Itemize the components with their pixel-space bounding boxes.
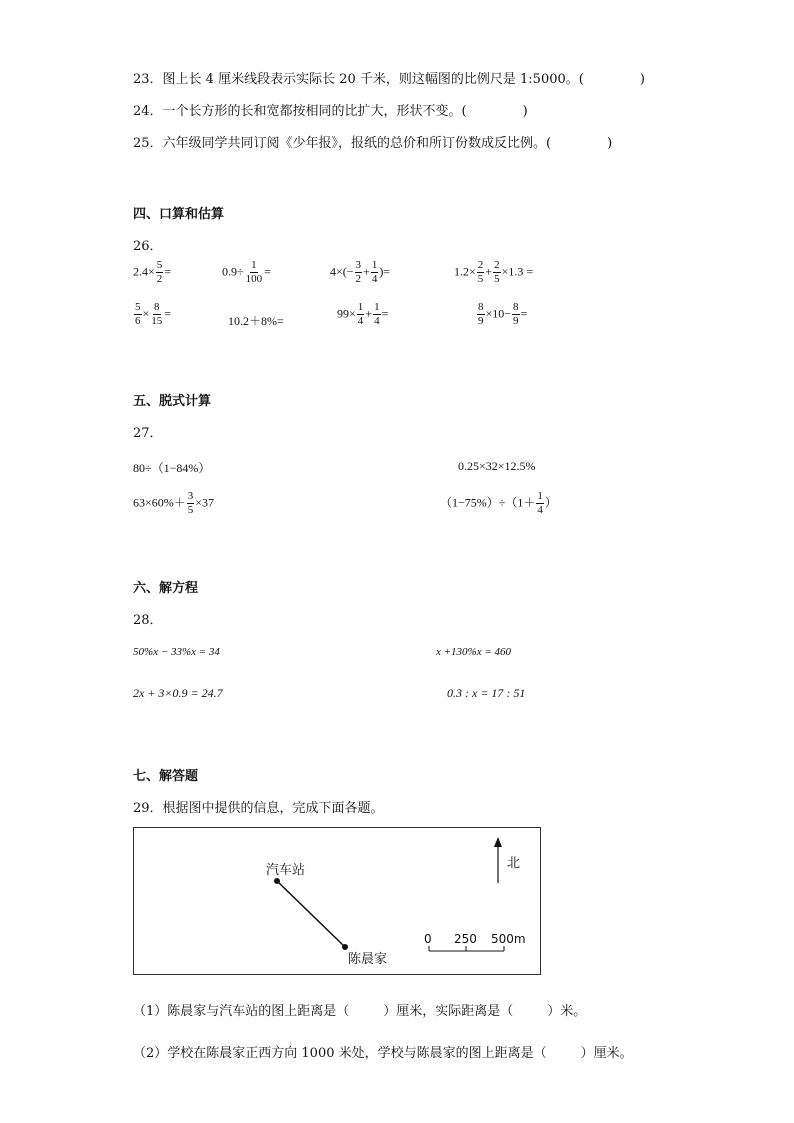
equation-28-1: 50%x − 33%x = 34 — [133, 646, 220, 658]
fraction: $\frac{2}{5}$ — [477, 259, 484, 285]
paren-close: ) — [522, 104, 528, 119]
fraction: $\frac{1}{4}$ — [371, 259, 378, 285]
calc-27-1: 80÷（1−84%） — [133, 461, 211, 475]
section-7-title: 七、解答题 — [133, 769, 199, 784]
fraction: $\frac{5}{6}$ — [135, 301, 141, 327]
map-figure — [133, 827, 541, 975]
calc-26-6: 10.2＋8%= — [228, 314, 284, 328]
question-23 — [133, 68, 645, 87]
calc-27-3: 63×60%＋ $\frac{3}{5}$ ×37 — [133, 490, 215, 516]
calc-26-7: 99× $\frac{1}{4}$ + $\frac{1}{4}$ = — [337, 301, 389, 327]
home-label: 陈晨家 — [348, 952, 388, 967]
fraction: $\frac{1}{4}$ — [374, 301, 380, 327]
station-point — [274, 878, 280, 884]
route-line — [277, 881, 345, 947]
fraction: $\frac{2}{5}$ — [494, 259, 500, 285]
fraction: $\frac{1}{4}$ — [357, 301, 364, 327]
scale-label-0: 0 — [424, 932, 432, 946]
paren-close: ) — [607, 136, 613, 151]
fraction: $\frac{1}{100}$ — [245, 259, 263, 285]
section-6-title: 六、解方程 — [133, 581, 199, 596]
scale-label-250: 250 — [454, 932, 477, 946]
fraction: $\frac{3}{2}$ — [355, 259, 362, 285]
calc-26-1: 2.4× $\frac{5}{2}$ = — [133, 259, 172, 285]
question-29-1-text: ）米。 — [547, 1004, 587, 1019]
equation-28-2: x +130%x = 460 — [436, 646, 512, 658]
section-4-title: 四、口算和估算 — [133, 207, 225, 222]
section-5-title: 五、脱式计算 — [133, 394, 212, 409]
calc-26-3: 4×(− $\frac{3}{2}$ + $\frac{1}{4}$ )= — [330, 259, 391, 285]
question-29-2 — [133, 1042, 633, 1061]
north-label: 北 — [507, 856, 521, 871]
paren-close: ) — [639, 72, 645, 87]
question-25 — [133, 132, 612, 151]
question-29-1-text: ）厘米，实际距离是（ — [383, 1004, 514, 1019]
question-25-text: 25．六年级同学共同订阅《少年报》，报纸的总价和所订份数成反比例。( — [133, 136, 552, 151]
question-27-number: 27． — [133, 426, 163, 441]
question-26-number: 26． — [133, 239, 163, 254]
question-24 — [133, 100, 528, 119]
calc-26-4: 1.2× $\frac{2}{5}$ + $\frac{2}{5}$ ×1.3 = — [454, 259, 534, 285]
calc-27-2: 0.25×32×12.5% — [458, 459, 536, 473]
fraction: $\frac{5}{2}$ — [156, 259, 163, 285]
map-drawing — [134, 828, 542, 976]
north-arrow-icon — [494, 837, 502, 847]
question-29-2-text: ）厘米。 — [580, 1046, 633, 1061]
fraction: $\frac{3}{5}$ — [187, 490, 194, 516]
question-29-2-text: （2）学校在陈晨家正西方向 1000 米处，学校与陈晨家的图上距离是（ — [133, 1046, 547, 1061]
fraction: $\frac{1}{4}$ — [537, 490, 543, 516]
question-29-1-text: （1）陈晨家与汽车站的图上距离是（ — [133, 1004, 350, 1019]
fraction: $\frac{8}{9}$ — [513, 301, 519, 327]
fraction: $\frac{8}{9}$ — [478, 301, 484, 327]
station-label: 汽车站 — [266, 863, 306, 878]
equation-28-3: 2x + 3×0.9 = 24.7 — [133, 686, 223, 700]
fraction: $\frac{8}{15}$ — [151, 301, 163, 327]
question-28-number: 28． — [133, 613, 163, 628]
question-29-1 — [133, 1000, 586, 1019]
calc-26-8: $\frac{8}{9}$ ×10− $\frac{8}{9}$ = — [478, 301, 528, 327]
equation-28-4: 0.3 : x = 17 : 51 — [447, 686, 526, 700]
calc-26-5: $\frac{5}{6}$ × $\frac{8}{15}$ = — [135, 301, 172, 327]
question-29: 29．根据图中提供的信息，完成下面各题。 — [133, 801, 384, 816]
question-23-text: 23．图上长 4 厘米线段表示实际长 20 千米，则这幅图的比例尺是 1:5000。( — [133, 72, 584, 87]
calc-27-4: （1−75%）÷（1＋ $\frac{1}{4}$ ） — [440, 490, 557, 516]
question-24-text: 24．一个长方形的长和宽都按相同的比扩大，形状不变。( — [133, 104, 467, 119]
scale-label-500: 500m — [491, 932, 526, 946]
calc-26-2: 0.9÷ $\frac{1}{100}$ = — [222, 259, 271, 285]
